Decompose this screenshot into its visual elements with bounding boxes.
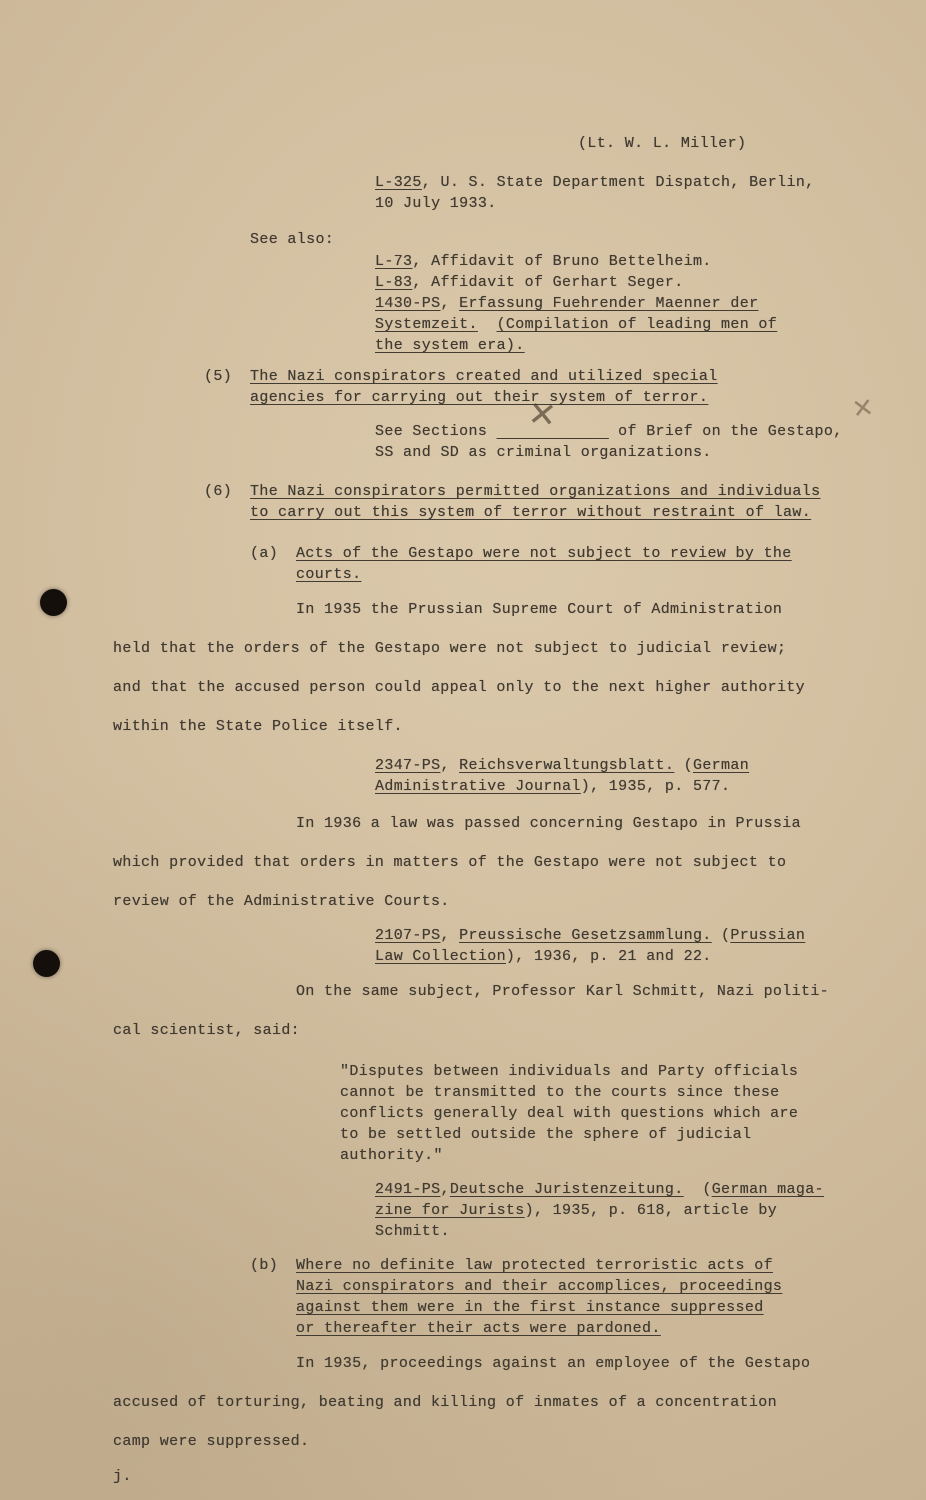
underlined-text <box>497 423 609 440</box>
text-segment: camp were suppressed. <box>113 1433 310 1450</box>
block-footer <box>113 1466 926 1487</box>
block-cite <box>375 421 926 463</box>
underlined-text: 1430-PS <box>375 295 441 312</box>
text-line <box>375 314 926 335</box>
text-segment: review of the Administrative Courts. <box>113 893 450 910</box>
text-segment: ( <box>711 927 731 944</box>
item-number: (6) <box>204 483 233 500</box>
text-line <box>250 1297 926 1318</box>
text-segment: held that the orders of the Gestapo were not subject to judicial review; <box>113 640 787 657</box>
text-line <box>375 172 926 193</box>
text-segment: ), 1936, p. 21 and 22. <box>505 948 712 965</box>
text-segment: , <box>440 295 460 312</box>
text-line <box>375 1179 926 1200</box>
text-line <box>340 1145 926 1166</box>
text-segment: , <box>440 757 460 774</box>
block-letter <box>250 543 926 585</box>
text-segment: ( <box>674 757 693 774</box>
text-segment: SS and SD as criminal organizations. <box>375 444 712 461</box>
text-line <box>375 925 926 946</box>
text-segment: within the State Police itself. <box>113 718 403 735</box>
text-segment: ), 1935, p. 577. <box>580 778 731 795</box>
block-quote <box>340 1061 926 1166</box>
underlined-text: or thereafter their acts were pardoned. <box>296 1320 661 1337</box>
block-cite <box>375 172 926 214</box>
text-segment: (Lt. W. L. Miller) <box>578 135 747 152</box>
block-para <box>113 813 926 912</box>
block-para <box>113 1353 926 1452</box>
text-line <box>375 193 926 214</box>
text-line <box>340 1082 926 1103</box>
text-line <box>296 1353 926 1374</box>
underlined-text: L-73 <box>375 253 413 270</box>
text-line <box>250 564 926 585</box>
text-line <box>250 543 926 564</box>
text-line <box>340 1124 926 1145</box>
underlined-text: The Nazi conspirators created and utilized special <box>250 368 718 385</box>
text-line <box>204 366 926 387</box>
text-segment: ), 1935, p. 618, article by <box>524 1202 778 1219</box>
underlined-text: Reichsverwaltungsblatt. <box>459 757 675 774</box>
text-segment: See also: <box>250 231 335 248</box>
text-line <box>113 1020 926 1041</box>
text-line <box>375 442 926 463</box>
text-segment: cannot be transmitted to the courts since these <box>340 1084 780 1101</box>
text-line <box>340 1103 926 1124</box>
block-cite <box>375 251 926 356</box>
underlined-text: 2347-PS <box>375 757 441 774</box>
text-line <box>204 387 926 408</box>
text-segment: Schmitt. <box>375 1223 450 1240</box>
text-segment: On the same subject, Professor Karl Schmitt, Nazi politi- <box>296 983 830 1000</box>
text-line <box>296 599 926 620</box>
item-number-spacer <box>204 502 250 523</box>
text-segment: In 1935, proceedings against an employee of the Gestapo <box>296 1355 811 1372</box>
text-line <box>113 1431 926 1452</box>
text-line <box>375 335 926 356</box>
block-header <box>578 133 926 154</box>
underlined-text: courts. <box>296 566 362 583</box>
text-segment: j. <box>113 1468 132 1485</box>
underlined-text: Prussian <box>730 927 806 944</box>
text-segment: , <box>440 927 460 944</box>
underlined-text: to carry out this system of terror without restraint of law. <box>250 504 812 521</box>
text-line <box>113 677 926 698</box>
item-number-spacer <box>250 1276 296 1297</box>
text-line <box>113 1392 926 1413</box>
item-number-spacer <box>250 1318 296 1339</box>
underlined-text: Systemzeit. <box>375 316 478 333</box>
text-line <box>250 1255 926 1276</box>
text-line <box>375 776 926 797</box>
underlined-text: German <box>692 757 750 774</box>
underlined-text: German maga- <box>711 1181 824 1198</box>
item-number-spacer <box>250 1297 296 1318</box>
item-number: (a) <box>250 545 279 562</box>
underlined-text: The Nazi conspirators permitted organizations and individuals <box>250 483 821 500</box>
text-line <box>296 813 926 834</box>
text-line <box>375 1200 926 1221</box>
text-segment: , <box>440 1181 450 1198</box>
text-line <box>375 251 926 272</box>
text-line <box>340 1061 926 1082</box>
item-number-spacer <box>204 387 250 408</box>
underlined-text: Acts of the Gestapo were not subject to review by the <box>296 545 792 562</box>
underlined-text: L-83 <box>375 274 413 291</box>
underlined-text: (Compilation of leading men of <box>496 316 778 333</box>
text-segment: conflicts generally deal with questions which are <box>340 1105 799 1122</box>
text-line <box>113 716 926 737</box>
underlined-text: agencies for carrying out their system of terror. <box>250 389 709 406</box>
text-line <box>375 421 926 442</box>
text-line <box>250 1318 926 1339</box>
underlined-text: the system era). <box>375 337 525 354</box>
text-segment: and that the accused person could appeal only to the next higher authority <box>113 679 806 696</box>
item-number-spacer <box>250 564 296 585</box>
text-line <box>113 1466 926 1487</box>
text-segment: 10 July 1933. <box>375 195 497 212</box>
text-segment: which provided that orders in matters of the Gestapo were not subject to <box>113 854 787 871</box>
text-segment: ( <box>683 1181 712 1198</box>
text-segment: See Sections <box>375 423 497 440</box>
text-line <box>113 891 926 912</box>
underlined-text: Administrative Journal <box>375 778 581 795</box>
handwritten-x-mark: ✕ <box>525 393 559 437</box>
underlined-text: Erfassung Fuehrender Maenner der <box>459 295 759 312</box>
text-line <box>250 1276 926 1297</box>
text-line <box>204 481 926 502</box>
underlined-text: L-325 <box>375 174 422 191</box>
text-line <box>375 1221 926 1242</box>
text-segment: , Affidavit of Bruno Bettelheim. <box>412 253 712 270</box>
text-line <box>250 229 926 250</box>
document-body <box>0 133 926 1487</box>
underlined-text: Preussische Gesetzsammlung. <box>459 927 712 944</box>
underlined-text: against them were in the first instance suppressed <box>296 1299 764 1316</box>
text-line <box>578 133 926 154</box>
text-segment: In 1935 the Prussian Supreme Court of Administration <box>296 601 783 618</box>
text-line <box>375 755 926 776</box>
block-num5 <box>204 366 926 408</box>
handwritten-x-mark: ✕ <box>850 392 876 426</box>
text-segment <box>478 316 497 333</box>
block-cite <box>375 1179 926 1242</box>
text-segment: of Brief on the Gestapo, <box>608 423 843 440</box>
underlined-text: Where no definite law protected terroristic acts of <box>296 1257 773 1274</box>
underlined-text: Deutsche Juristenzeitung. <box>449 1181 684 1198</box>
text-segment: In 1936 a law was passed concerning Gestapo in Prussia <box>296 815 801 832</box>
text-line <box>375 946 926 967</box>
block-cite <box>375 925 926 967</box>
text-segment: "Disputes between individuals and Party officials <box>340 1063 799 1080</box>
text-line <box>113 852 926 873</box>
block-para <box>113 981 926 1041</box>
underlined-text: 2107-PS <box>375 927 441 944</box>
text-segment: authority." <box>340 1147 443 1164</box>
text-line <box>296 981 926 1002</box>
block-para <box>113 599 926 737</box>
text-line <box>204 502 926 523</box>
text-segment: cal scientist, said: <box>113 1022 301 1039</box>
underlined-text: Law Collection <box>375 948 506 965</box>
item-number: (b) <box>250 1257 279 1274</box>
block-cite <box>375 755 926 797</box>
text-segment: to be settled outside the sphere of judicial <box>340 1126 752 1143</box>
block-num5 <box>204 481 926 523</box>
text-line <box>375 272 926 293</box>
underlined-text: Nazi conspirators and their accomplices, proceedings <box>296 1278 783 1295</box>
text-segment: accused of torturing, beating and killing of inmates of a concentration <box>113 1394 777 1411</box>
block-letter <box>250 1255 926 1339</box>
underlined-text: 2491-PS <box>375 1181 441 1198</box>
text-line <box>375 293 926 314</box>
text-segment: , U. S. State Department Dispatch, Berlin, <box>421 174 815 191</box>
text-segment: , Affidavit of Gerhart Seger. <box>412 274 684 291</box>
item-number: (5) <box>204 368 233 385</box>
text-line <box>113 638 926 659</box>
block-label <box>250 229 926 250</box>
underlined-text: zine for Jurists <box>375 1202 525 1219</box>
